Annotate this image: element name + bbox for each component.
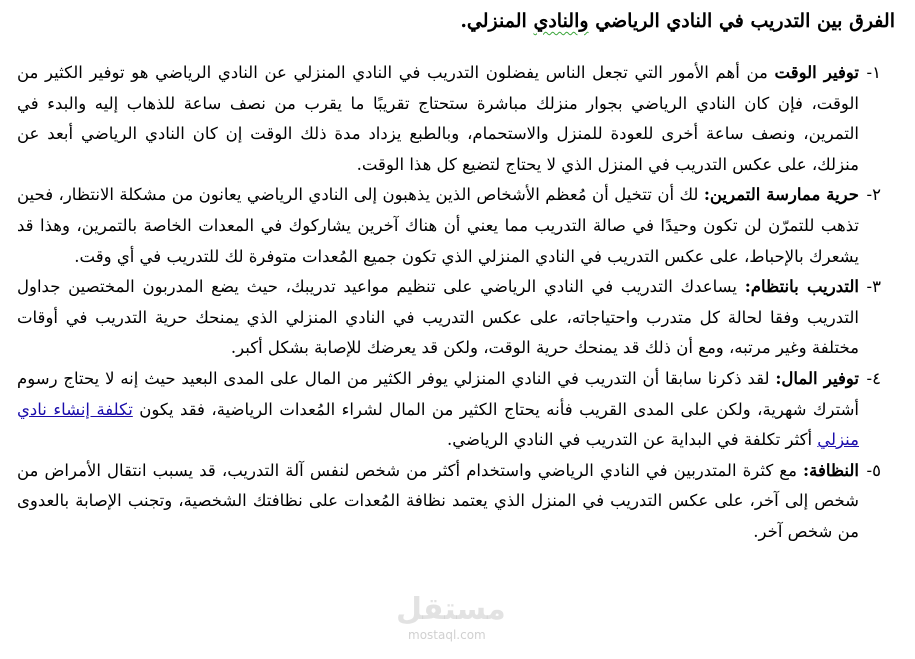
title-part-2-spellcheck: والنادي [533, 10, 589, 32]
watermark-logo-text: مستقل [396, 592, 506, 627]
item-text-before-link: لقد ذكرنا سابقا أن التدريب في النادي المنزلي يوفر الكثير من المال على المدى البعيد حيث إنه لا يحتاج رسوم أشترك شهرية، ولكن على المدى القريب فأنه يحتاج الكثير من المال لشراء المُعدات الرياضية، فقد يكون [17, 368, 859, 419]
item-number: ٣- [866, 277, 881, 297]
item-text: يساعدك التدريب في النادي الرياضي على تنظيم مواعيد تدريبك، حيث يضع المدربون المختصين جداول التدريب وفقا لحالة كل متدرب واحتياجاته، على عكس التدريب في النادي المنزلي الذي يمنحك حرية التدريب في أوقات مختلفة وغير مرتبه، ومع أن ذلك قد يمنحك حرية الوقت، ولكن قد يعرضك للإصابة بشكل أكبر. [17, 277, 859, 358]
differences-list [17, 58, 881, 548]
list-item-money [17, 364, 881, 456]
list-item-cleanliness [17, 456, 881, 548]
item-text-after-link: أكثر تكلفة في البداية عن التدريب في النادي الرياضي. [447, 430, 818, 450]
item-heading: التدريب بانتظام: [744, 277, 859, 297]
mostaql-watermark [388, 592, 508, 650]
item-heading: توفير المال: [775, 368, 860, 388]
item-number: ٢- [866, 185, 881, 205]
item-heading: النظافة: [803, 460, 859, 480]
item-text: من أهم الأمور التي تجعل الناس يفضلون التدريب في النادي المنزلي عن النادي الرياضي هو توفير الكثير من الوقت، فإن كان النادي الرياضي بجوار منزلك مباشرة ستحتاج تقريبًا ما يقرب من نصف ساعة للذهاب إليه والبدء في التمرين، ونصف ساعة أخرى للعودة للمنزل والاستحمام، وبالطبع يزداد مدة ذلك الوقت إن كان النادي الرياضي أبعد عن منزلك، على عكس التدريب في المنزل الذي لا يحتاج لتضيع كل هذا الوقت. [17, 63, 859, 174]
item-heading: توفير الوقت [774, 63, 859, 82]
item-text: مع كثرة المتدربين في النادي الرياضي واستخدام أكثر من شخص لنفس آلة التدريب، قد يسبب انتقال الأمراض من شخص إلى آخر، على عكس التدريب في المنزل الذي يعتمد نظافة المُعدات على نظافتك الشخصية، وتجنب الإصابة بالعدوى من شخص آخر. [17, 460, 859, 541]
document-title [460, 8, 895, 34]
item-text: لك أن تتخيل أن مُعظم الأشخاص الذين يذهبون إلى النادي الرياضي يعانون من مشكلة الانتظار، فحين تذهب للتمرّن لن تكون وحيدًا في صالة التدريب مما يعني أن هناك آخرين يشاركوك في المعدات الخاصة بالتمرين، وهذا قد يشعرك بالإحباط، على عكس التدريب في النادي المنزلي الذي تكون جميع المُعدات متوفرة لك للتدريب في أي وقت. [17, 185, 859, 266]
item-number: ١- [866, 63, 881, 82]
title-part-1: الفرق بين التدريب في النادي الرياضي [595, 10, 895, 32]
item-number: ٥- [866, 460, 881, 480]
item-number: ٤- [866, 368, 881, 388]
list-item-regularity [17, 272, 881, 364]
watermark-domain: mostaql.com [408, 628, 486, 642]
title-part-3: المنزلي. [460, 10, 527, 32]
list-item-freedom [17, 180, 881, 272]
list-item-time [17, 58, 881, 180]
item-heading: حرية ممارسة التمرين: [703, 185, 859, 205]
home-gym-cost-link[interactable]: تكلفة إنشاء نادي منزلي [17, 399, 859, 450]
